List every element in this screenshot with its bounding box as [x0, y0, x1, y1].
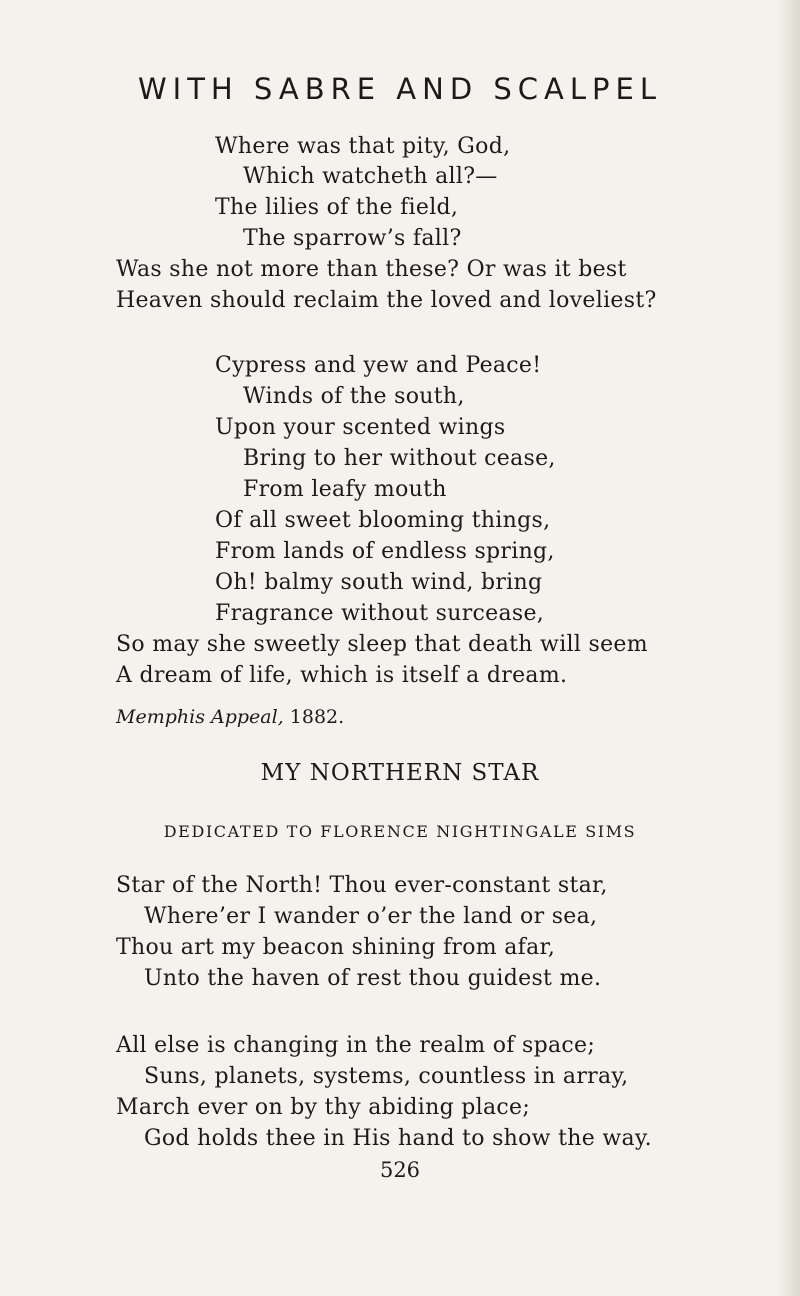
poem-line: March ever on by thy abiding place;	[116, 1095, 531, 1120]
poem-line: From lands of endless spring,	[215, 539, 555, 564]
poem-line: So may she sweetly sleep that death will seem	[116, 632, 648, 657]
poem-dedication: DEDICATED TO FLORENCE NIGHTINGALE SIMS	[163, 822, 637, 841]
poem-line: Star of the North! Thou ever-constant star,	[116, 873, 608, 898]
poem-line: Heaven should reclaim the loved and loveliest?	[116, 288, 657, 313]
poem-line: Winds of the south,	[243, 384, 465, 409]
poem-line: Where’er I wander o’er the land or sea,	[144, 904, 598, 929]
poem-line: Unto the haven of rest thou guidest me.	[144, 966, 602, 991]
poem-title: MY NORTHERN STAR	[260, 760, 540, 786]
poem-line: Was she not more than these? Or was it best	[116, 257, 627, 282]
poem-line: God holds thee in His hand to show the way.	[144, 1126, 652, 1151]
poem-line: The sparrow’s fall?	[243, 226, 462, 251]
poem-line: Where was that pity, God,	[215, 134, 511, 159]
source-publication: Memphis Appeal,	[116, 706, 284, 728]
source-year: 1882.	[289, 706, 345, 728]
poem-line: All else is changing in the realm of space;	[116, 1033, 596, 1058]
source-citation	[116, 704, 344, 730]
poem-line: Cypress and yew and Peace!	[215, 353, 542, 378]
poem-line: A dream of life, which is itself a dream.	[116, 663, 568, 688]
page-number: 526	[379, 1158, 421, 1182]
poem-line: Upon your scented wings	[215, 415, 506, 440]
poem-line: The lilies of the field,	[215, 195, 459, 220]
poem-line: Of all sweet blooming things,	[215, 508, 551, 533]
running-head: WITH SABRE AND SCALPEL	[137, 72, 663, 106]
poem-line: Bring to her without cease,	[243, 446, 556, 471]
poem-line: Oh! balmy south wind, bring	[215, 570, 543, 595]
poem-line: Suns, planets, systems, countless in array,	[144, 1064, 629, 1089]
poem-line: Fragrance without surcease,	[215, 601, 545, 626]
poem-line: Thou art my beacon shining from afar,	[116, 935, 556, 960]
poem-line: From leafy mouth	[243, 477, 447, 502]
page-edge-shadow	[778, 0, 800, 1296]
poem-line: Which watcheth all?—	[243, 164, 498, 189]
